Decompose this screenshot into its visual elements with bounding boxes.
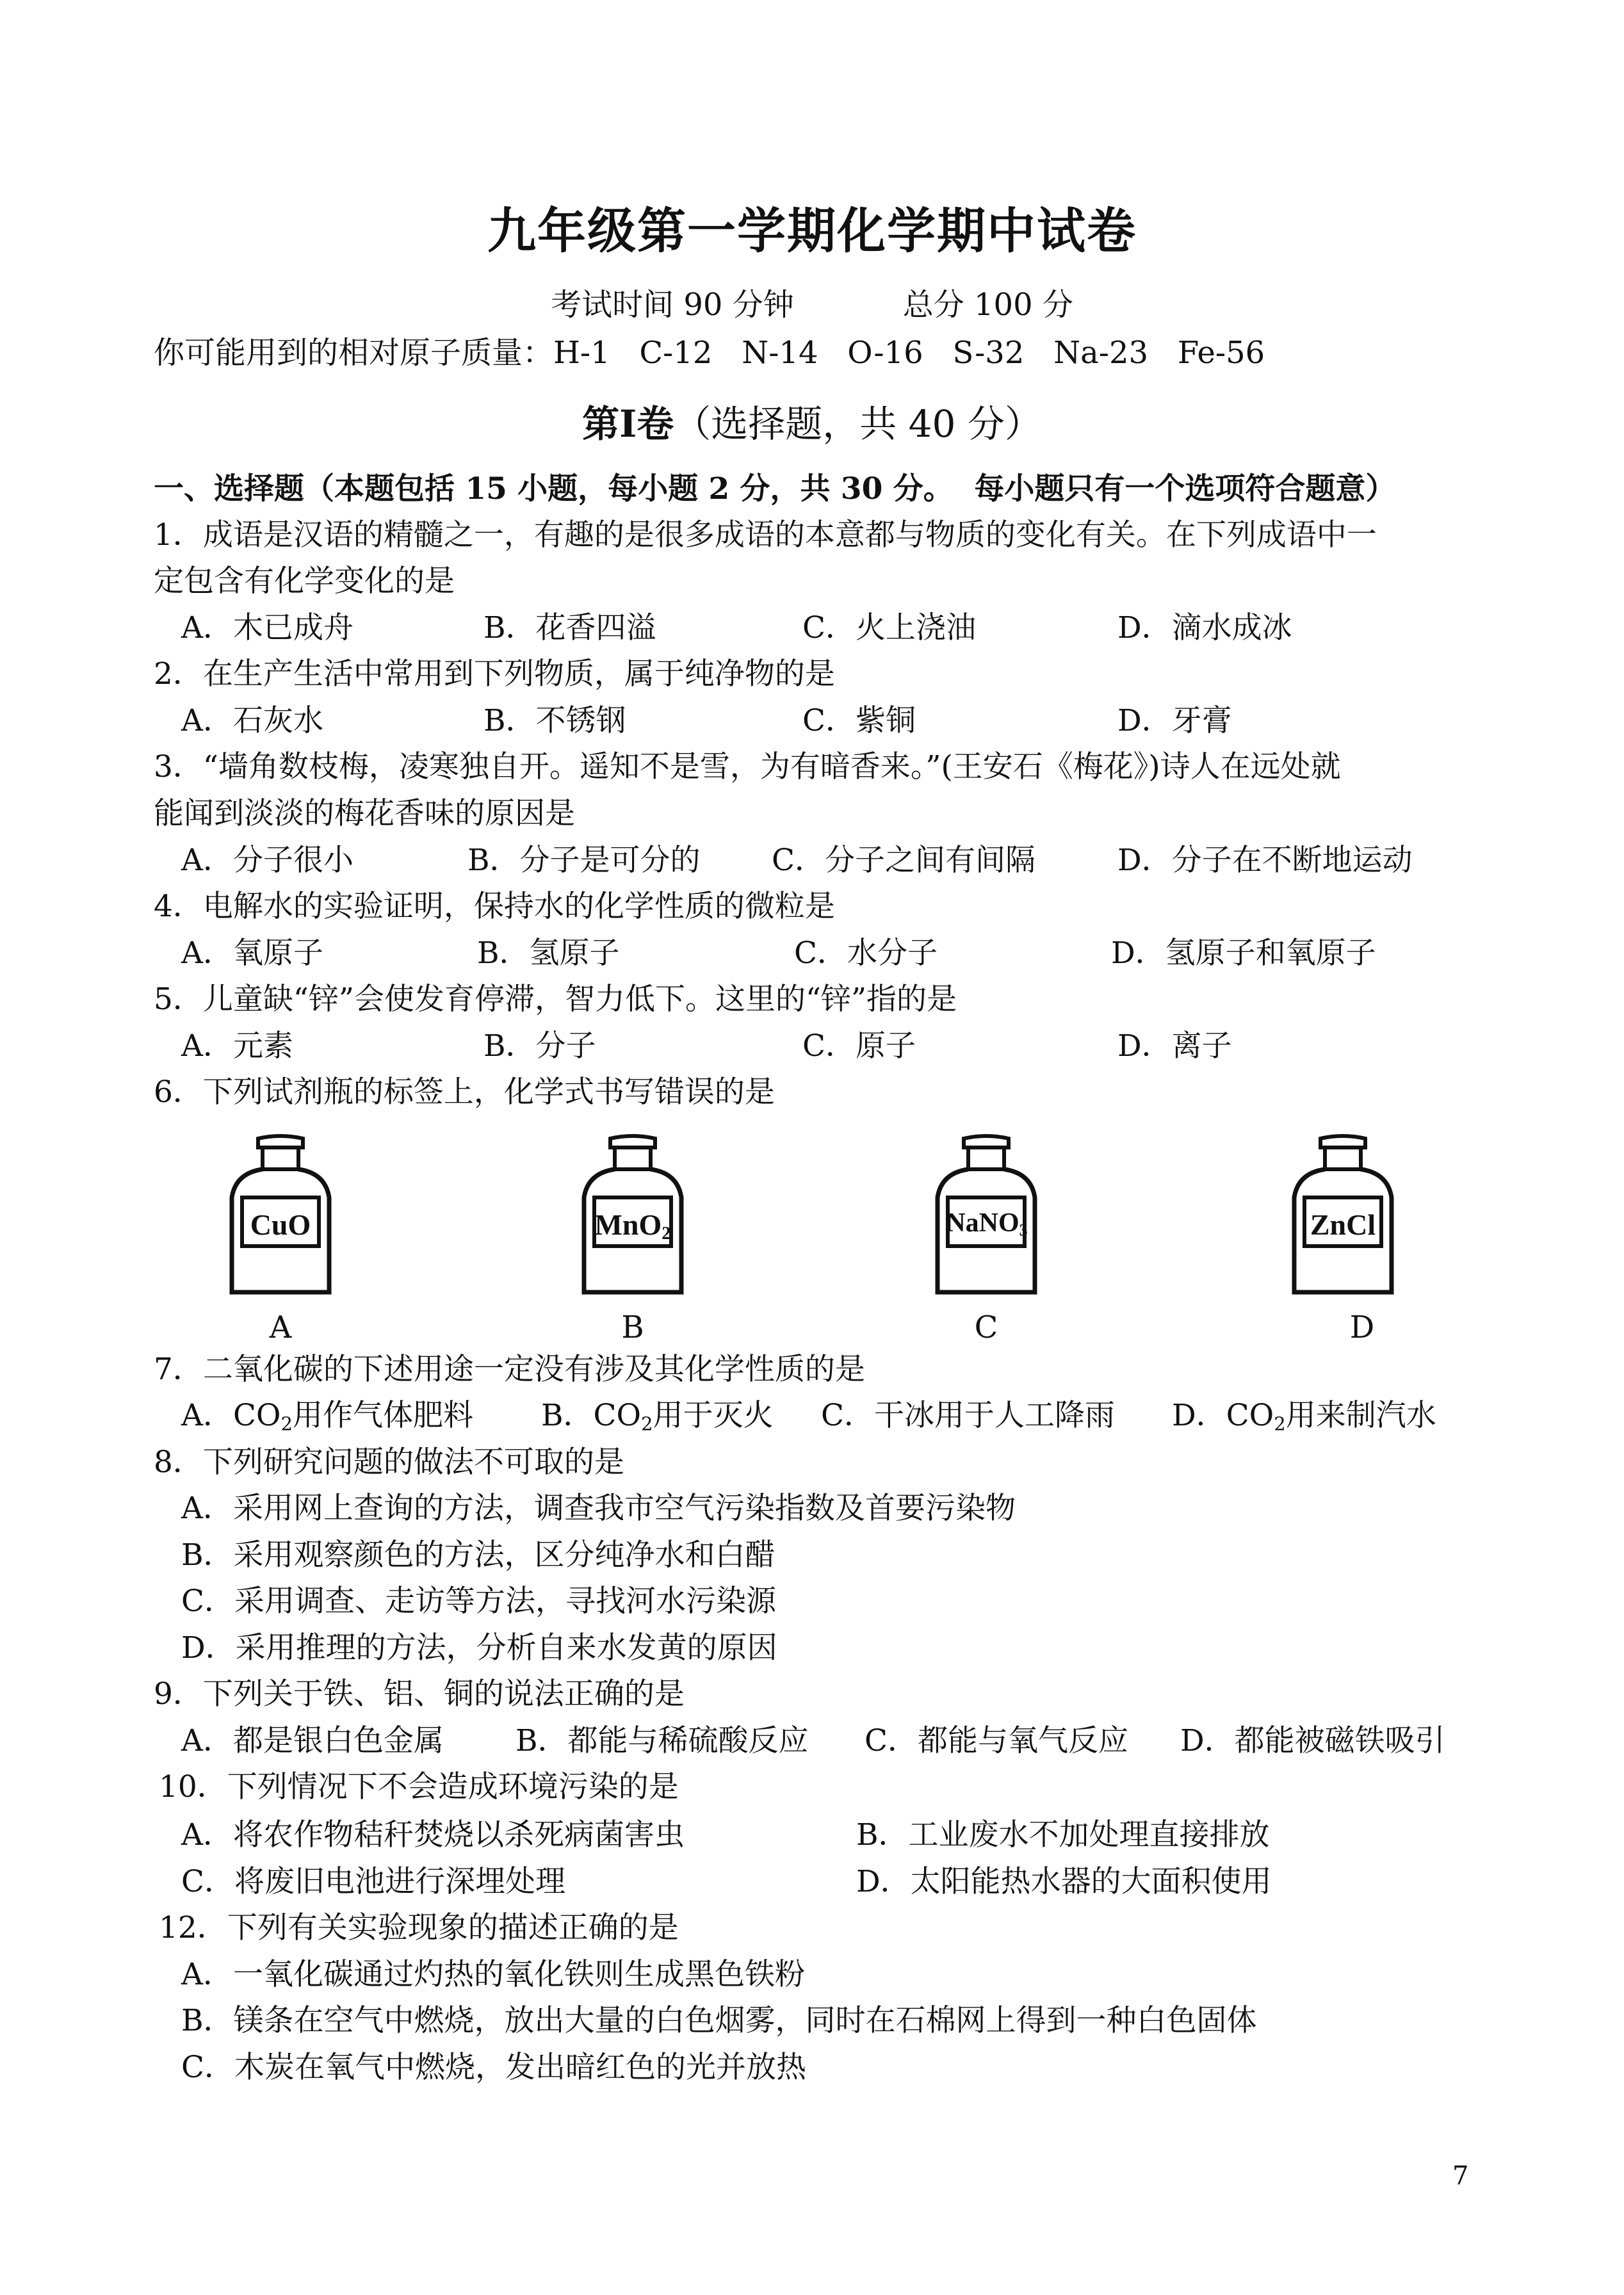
bottle-a-letter: A (269, 1310, 292, 1345)
q7-option-c: C．干冰用于人工降雨 (821, 1398, 1115, 1433)
q5-option-c: C．原子 (802, 1028, 916, 1064)
exam-title: 九年级第一学期化学期中试卷 (487, 202, 1137, 259)
q3-option-d: D．分子在不断地运动 (1117, 843, 1413, 878)
q10-option-a: A．将农作物秸秆焚烧以杀死病菌害虫 (181, 1817, 685, 1853)
exam-time: 考试时间 90 分钟 (551, 287, 794, 323)
q12-option-b: B．镁条在空气中燃烧，放出大量的白色烟雾，同时在石棉网上得到一种白色固体 (181, 2003, 1257, 2038)
q7-option-d (1172, 1399, 1436, 1434)
part-title (0, 394, 1624, 448)
q1-option-b: B．花香四溢 (483, 610, 656, 645)
q3-option-a: A．分子很小 (181, 843, 353, 878)
q6-stem: 6．下列试剂瓶的标签上，化学式书写错误的是 (154, 1075, 775, 1110)
q4-option-b: B．氢原子 (477, 936, 620, 971)
q4-option-d: D．氢原子和氧原子 (1111, 936, 1376, 971)
q1-stem-line1: 1．成语是汉语的精髓之一，有趣的是很多成语的本意都与物质的变化有关。在下列成语中一 (154, 517, 1377, 553)
q7-option-a-text: 用作气体肥料 (292, 1398, 473, 1433)
q8-option-b: B．采用观察颜色的方法，区分纯净水和白醋 (181, 1537, 775, 1573)
q9-option-c: C．都能与氧气反应 (865, 1723, 1128, 1758)
q3-option-c: C．分子之间有间隔 (772, 843, 1035, 878)
q5-stem: 5．儿童缺“锌”会使发育停滞，智力低下。这里的“锌”指的是 (154, 982, 957, 1017)
q12-option-a: A．一氧化碳通过灼热的氧化铁则生成黑色铁粉 (181, 1957, 805, 1992)
q3-stem-line1: 3．“墙角数枝梅，凌寒独自开。遥知不是雪，为有暗香来。”(王安石《梅花》)诗人在远处就 (154, 749, 1341, 784)
q5-option-b: B．分子 (483, 1028, 596, 1064)
bottle-a-label: CuO (250, 1208, 311, 1241)
page-number: 7 (1452, 2161, 1469, 2191)
subscript-2: 2 (280, 1413, 293, 1435)
q8-stem: 8．下列研究问题的做法不可取的是 (154, 1445, 624, 1480)
q1-option-a: A．木已成舟 (181, 610, 353, 645)
q7-option-b-prefix: B．CO (541, 1398, 642, 1433)
section-heading: 一、选择题（本题包括 15 小题，每小题 2 分，共 30 分。 每小题只有一个选项符合题意） (154, 471, 1396, 507)
q4-option-a: A．氧原子 (181, 936, 323, 971)
total-score: 总分 100 分 (902, 287, 1073, 323)
subscript-2: 2 (1274, 1413, 1286, 1435)
q7-option-b (541, 1399, 774, 1434)
q8-option-a: A．采用网上查询的方法，调查我市空气污染指数及首要污染物 (181, 1491, 1016, 1526)
q3-option-b: B．分子是可分的 (467, 843, 701, 878)
bottle-c-label (945, 1208, 1028, 1240)
q7-option-d-text: 用来制汽水 (1285, 1398, 1436, 1433)
bottle-d-label: ZnCl (1310, 1208, 1376, 1241)
bottle-b-label-sub: 2 (662, 1224, 671, 1244)
q9-stem: 9．下列关于铁、铝、铜的说法正确的是 (154, 1676, 685, 1712)
bottle-d-letter: D (1349, 1310, 1375, 1345)
q2-option-a: A．石灰水 (181, 703, 323, 738)
atomic-masses: 你可能用到的相对原子质量：H-1 C-12 N-14 O-16 S-32 Na-23 Fe-56 (154, 335, 1265, 371)
bottle-c-letter: C (974, 1310, 998, 1345)
q2-option-b: B．不锈钢 (483, 703, 626, 738)
q9-option-d: D．都能被磁铁吸引 (1180, 1723, 1445, 1758)
q5-option-d: D．离子 (1117, 1028, 1232, 1064)
q1-option-d: D．滴水成冰 (1117, 610, 1292, 645)
subscript-2: 2 (641, 1413, 653, 1435)
q7-option-a (181, 1399, 473, 1434)
q9-option-b: B．都能与稀硫酸反应 (516, 1723, 809, 1758)
q4-stem: 4．电解水的实验证明，保持水的化学性质的微粒是 (154, 889, 835, 924)
q8-option-c: C．采用调查、走访等方法，寻找河水污染源 (181, 1584, 776, 1619)
q10-option-d: D．太阳能热水器的大面积使用 (856, 1864, 1272, 1899)
q2-stem: 2．在生产生活中常用到下列物质，属于纯净物的是 (154, 656, 835, 692)
q10-option-b: B．工业废水不加处理直接排放 (856, 1817, 1270, 1853)
part-title-bold: 第I卷 (582, 402, 674, 446)
q12-option-c: C．木炭在氧气中燃烧，发出暗红色的光并放热 (181, 2050, 806, 2085)
q8-option-d: D．采用推理的方法，分析自来水发黄的原因 (181, 1630, 777, 1666)
bottle-c-label-main: NaNO (946, 1208, 1019, 1238)
q7-option-d-prefix: D．CO (1172, 1398, 1274, 1433)
q3-stem-line2: 能闻到淡淡的梅花香味的原因是 (154, 796, 575, 831)
q9-option-a: A．都是银白色金属 (181, 1723, 444, 1758)
q12-stem: 12．下列有关实验现象的描述正确的是 (159, 1910, 679, 1945)
q4-option-c: C．水分子 (794, 936, 938, 971)
q7-option-a-prefix: A．CO (181, 1398, 281, 1433)
q10-option-c: C．将废旧电池进行深埋处理 (181, 1864, 565, 1899)
bottle-b-letter: B (621, 1310, 644, 1345)
q2-option-d: D．牙膏 (1117, 703, 1232, 738)
q5-option-a: A．元素 (181, 1028, 293, 1064)
q10-stem: 10．下列情况下不会造成环境污染的是 (159, 1769, 679, 1804)
q1-stem-line2: 定包含有化学变化的是 (154, 564, 455, 599)
bottle-b-label-main: MnO (594, 1208, 662, 1241)
q7-stem: 7．二氧化碳的下述用途一定没有涉及其化学性质的是 (154, 1352, 865, 1387)
q2-option-c: C．紫铜 (802, 703, 916, 738)
q7-option-b-text: 用于灭火 (653, 1398, 774, 1433)
exam-info (0, 280, 1624, 324)
bottle-c-label-sub: 3 (1019, 1220, 1028, 1240)
q1-option-c: C．火上浇油 (802, 610, 976, 645)
bottle-b-label (594, 1208, 671, 1244)
part-title-rest: （选择题，共 40 分） (674, 402, 1042, 446)
